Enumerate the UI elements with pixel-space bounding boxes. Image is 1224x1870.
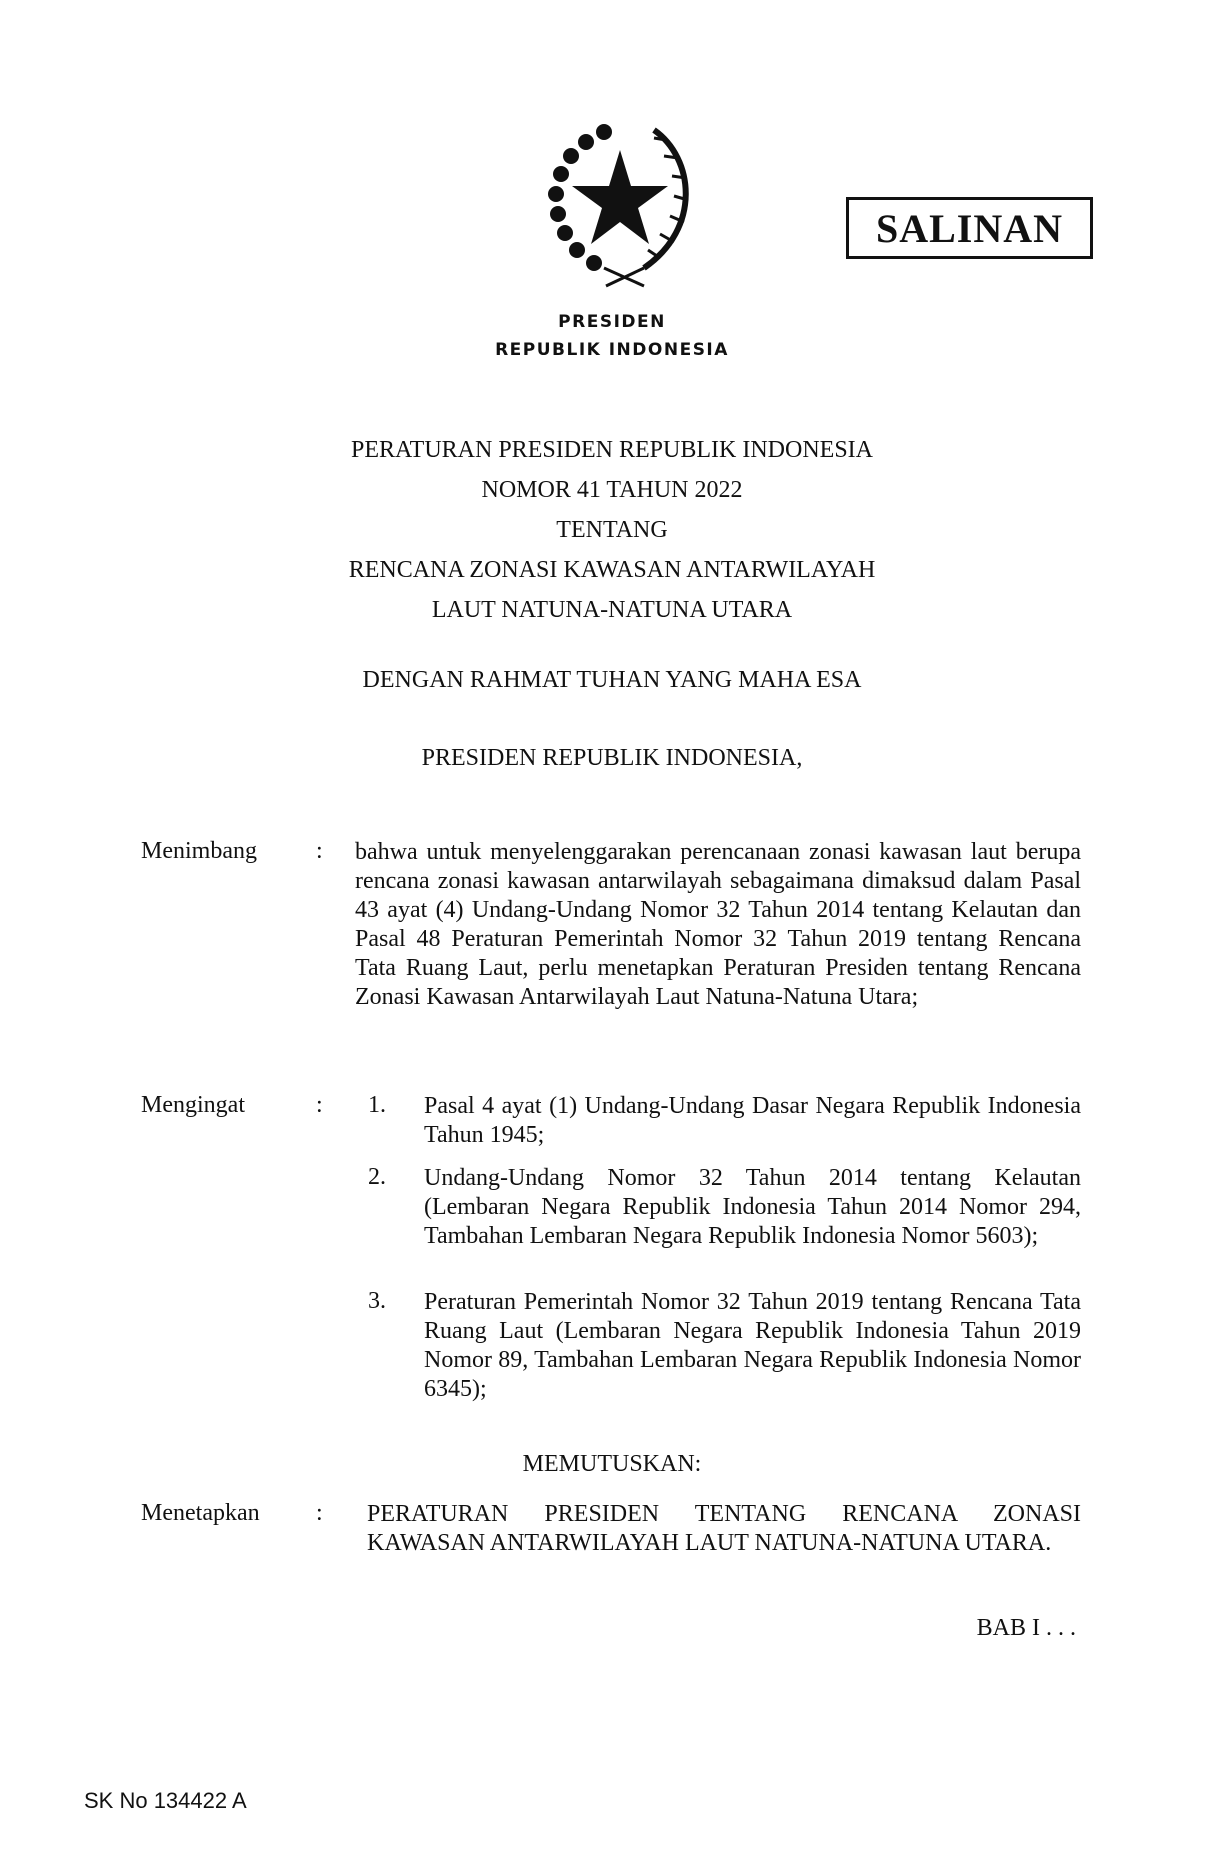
salinan-stamp: SALINAN [846,197,1093,259]
institution-line-2: REPUBLIK INDONESIA [495,340,729,360]
mengingat-item-text: Pasal 4 ayat (1) Undang-Undang Dasar Negara Republik Indonesia Tahun 1945; [424,1093,1081,1148]
menetapkan-colon: : [316,1500,323,1526]
menetapkan-label: Menetapkan [141,1500,260,1526]
mengingat-label: Mengingat [141,1092,245,1118]
mengingat-colon: : [316,1092,323,1118]
mengingat-item-number: 2. [368,1164,386,1190]
title-line-4: RENCANA ZONASI KAWASAN ANTARWILAYAH [348,557,876,583]
menimbang-text: bahwa untuk menyelenggarakan perencanaan zonasi kawasan laut berupa rencana zonasi kawasan antarwilayah sebagaimana dimaksud dalam Pasal 43 ayat (4) Undang-Undang Nomor 32 Tahun 2014 tentang Kelautan dan Pasal 48 Peraturan Pemerintah Nomor 32 Tahun 2019 tentang Rencana Tata Ruang Laut, perlu menetapkan Peraturan Presiden tentang Rencana Zonasi Kawasan Antarwilayah Laut Natuna-Natuna Utara; [355,839,1081,1010]
mengingat-item-text: Undang-Undang Nomor 32 Tahun 2014 tentang Kelautan (Lembaran Negara Republik Indonesia Tahun 2014 Nomor 294, Tambahan Lembaran Negara Republik Indonesia Nomor 5603); [424,1165,1081,1249]
institution-line-1: PRESIDEN [558,312,666,332]
document-reference-number: SK No 134422 A [84,1788,247,1813]
president-heading: PRESIDEN REPUBLIK INDONESIA, [421,745,803,771]
mengingat-item-number: 1. [368,1092,386,1118]
mengingat-item-number: 3. [368,1288,386,1314]
page-continuation: BAB I . . . [976,1615,1076,1641]
menetapkan-text: PERATURAN PRESIDEN TENTANG RENCANA ZONASI KAWASAN ANTARWILAYAH LAUT NATUNA-NATUNA UTARA. [367,1501,1081,1556]
title-line-2: NOMOR 41 TAHUN 2022 [481,477,743,503]
memutuskan-heading: MEMUTUSKAN: [522,1451,702,1477]
title-line-3: TENTANG [556,517,668,543]
invocation: DENGAN RAHMAT TUHAN YANG MAHA ESA [362,667,862,693]
menimbang-colon: : [316,838,323,864]
title-line-5: LAUT NATUNA-NATUNA UTARA [431,597,793,623]
menimbang-label: Menimbang [141,838,257,864]
presidential-emblem-icon [534,118,704,290]
mengingat-item-text: Peraturan Pemerintah Nomor 32 Tahun 2019 tentang Rencana Tata Ruang Laut (Lembaran Negara Republik Indonesia Tahun 2019 Nomor 89, Tambahan Lembaran Negara Republik Indonesia Nomor 6345); [424,1289,1081,1402]
document-title [0,430,1224,630]
title-line-1: PERATURAN PRESIDEN REPUBLIK INDONESIA [350,437,874,463]
